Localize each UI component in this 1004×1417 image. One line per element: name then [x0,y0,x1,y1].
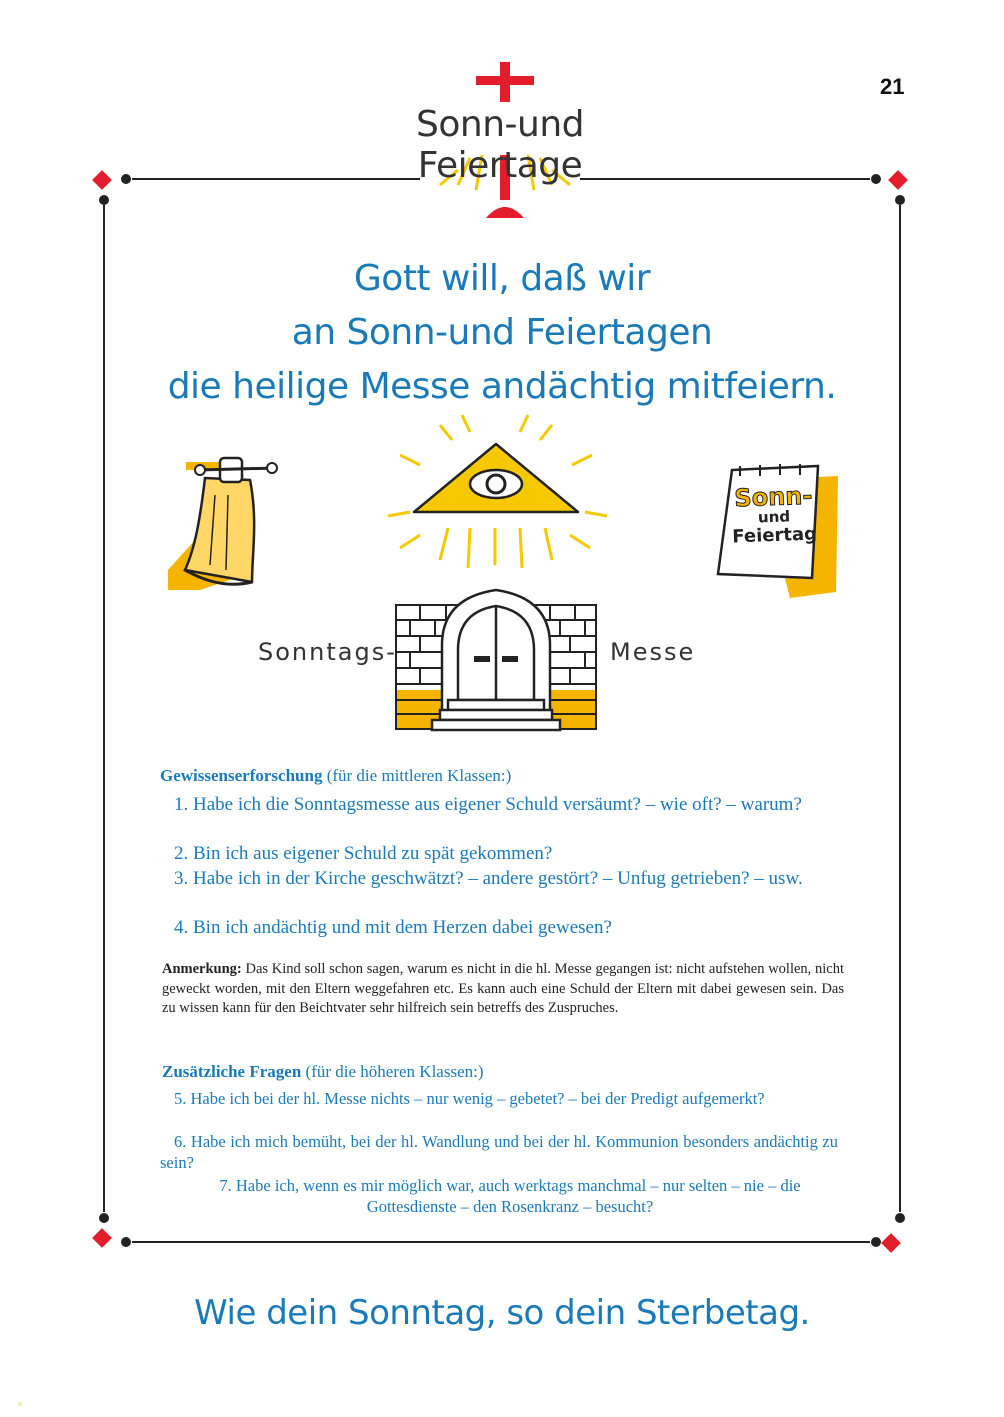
church-door-icon [396,590,596,730]
calendar-line-3: Feiertag [731,523,818,548]
headline-line-1: Gott will, daß wir [353,258,651,299]
question-5: 5. Habe ich bei der hl. Messe nichts – nur wenig – gebetet? – bei der Predigt aufgemerkt? [174,1089,765,1108]
section-2-title: Zusätzliche Fragen [162,1062,302,1081]
section-1-title: Gewissenserforschung [160,766,323,785]
page-number: 21 [880,74,905,99]
calendar-line-2: und [757,507,791,527]
note-text: Das Kind soll schon sagen, warum es nicht in die hl. Messe gegangen ist: nicht aufstehen wollen, nicht geweckt worden, mit den Eltern weggefahren etc. Es kann auch eine Schuld der Eltern mit dabei gewesen sein. Das zu wissen kann für den Beichtvater sehr hilfreich sein betreffs des Zuspruches. [162,961,845,1016]
section-1-heading [160,766,860,786]
headline-line-2: an Sonn-und Feiertagen [291,312,713,353]
question-1: 1. Habe ich die Sonntagsmesse aus eigener Schuld versäumt? – wie oft? – warum? [174,794,802,815]
footer-motto: Wie dein Sonntag, so dein Sterbetag. [194,1293,810,1333]
note [162,960,844,1019]
section-1-subtitle: (für die mittleren Klassen:) [326,766,512,785]
note-label: Anmerkung: [162,961,242,977]
label-messe: Messe [610,638,696,666]
section-2-heading [162,1062,862,1082]
eye-of-god-icon [388,415,607,568]
question-6: 6. Habe ich mich bemüht, bei der hl. Wandlung und bei der hl. Kommunion besonders andächtig zu sein? [160,1132,838,1172]
calendar-text [727,481,821,548]
question-4: 4. Bin ich andächtig und mit dem Herzen dabei gewesen? [174,917,612,938]
question-3: 3. Habe ich in der Kirche geschwätzt? – andere gestört? – Unfug getrieben? – usw. [174,868,803,889]
header-title: Sonn-und Feiertage [416,104,584,186]
label-sonntags: Sonntags- [258,638,397,666]
cross-icon [476,62,534,102]
section-2-subtitle: (für die höheren Klassen:) [305,1062,484,1081]
question-2: 2. Bin ich aus eigener Schuld zu spät gekommen? [174,843,553,864]
bell-icon [168,458,277,590]
calendar-line-1: Sonn- [733,481,813,513]
question-7: 7. Habe ich, wenn es mir möglich war, auch werktags manchmal – nur selten – nie – die Gottesdienste – den Rosenkranz – besucht? [219,1176,801,1216]
headline-line-3: die heilige Messe andächtig mitfeiern. [167,366,837,407]
